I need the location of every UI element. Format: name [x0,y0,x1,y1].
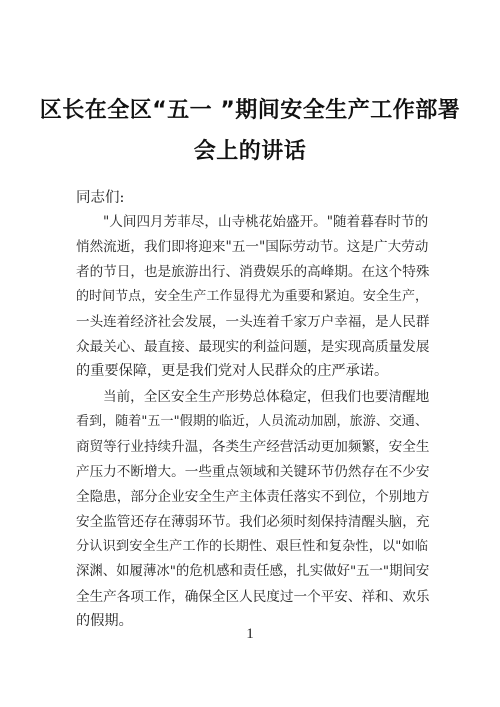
paragraph-1-line: 的时间节点，安全生产工作显得尤为重要和紧迫。安全生产， [76,289,428,304]
page-number: 1 [246,626,254,642]
paragraph-1-line: 悄然流逝，我们即将迎来"五一"国际劳动节。这是广大劳动 [76,239,429,255]
salutation: 同志们: [76,190,125,206]
paragraph-2-line: 全生产各项工作，确保全区人民度过一个平安、祥和、欢乐 [76,589,430,605]
document-title-line-2: 会上的讲话 [193,139,307,164]
paragraph-2-line: 的假期。 [76,613,133,629]
paragraph-2-line: 安全监管还存在薄弱环节。我们必须时刻保持清醒头脑，充 [76,514,430,530]
paragraph-2-line: 当前，全区安全生产形势总体稳定，但我们也要清醒地 [103,389,430,405]
paragraph-2-line: 全隐患，部分企业安全生产主体责任落实不到位，个别地方 [76,489,430,505]
paragraph-1-line: "人间四月芳菲尽，山寺桃花始盛开。"随着暮春时节的 [103,214,429,230]
paragraph-1-line: 者的节日，也是旅游出行、消费娱乐的高峰期。在这个特殊 [76,264,430,280]
paragraph-1-line: 的重要保障，更是我们党对人民群众的庄严承诺。 [76,363,389,379]
paragraph-1-line: 一头连着经济社会发展，一头连着千家万户幸福，是人民群 [76,314,430,330]
paragraph-2-line: 深渊、如履薄冰"的危机感和责任感，扎实做好"五一"期间安 [76,564,430,579]
paragraph-2-line: 商贸等行业持续升温，各类生产经营活动更加频繁，安全生 [76,439,430,455]
document-title-line-1: 区长在全区“五一 ”期间安全生产工作部署 [39,98,461,123]
paragraph-1-line: 众最关心、最直接、最现实的利益问题，是实现高质量发展 [76,339,430,355]
paragraph-2-line: 产压力不断增大。一些重点领域和关键环节仍然存在不少安 [76,464,430,480]
paragraph-2-line: 分认识到安全生产工作的长期性、艰巨性和复杂性，以"如临 [76,539,428,554]
paragraph-2-line: 看到，随着"五一"假期的临近，人员流动加剧，旅游、交通、 [76,414,428,429]
